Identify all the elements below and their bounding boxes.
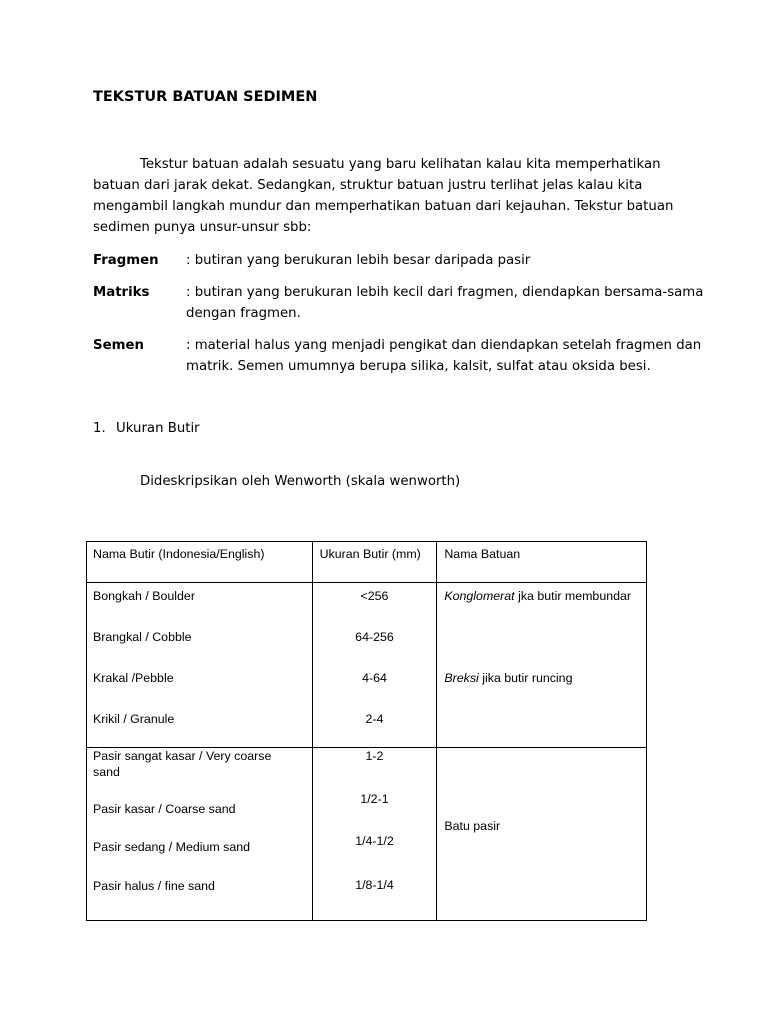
page-title: TEKSTUR BATUAN SEDIMEN (93, 89, 318, 105)
table-cell (437, 583, 647, 748)
table-cell (312, 583, 437, 748)
term-definition-matriks: : butiran yang berukuran lebih kecil dari fragmen, diendapkan bersama-sama (186, 285, 704, 300)
grain-size: 1/8-1/4 (355, 878, 394, 892)
section-heading (93, 421, 200, 436)
term-definition-semen-cont: matrik. Semen umumnya berupa silika, kalsit, sulfat atau oksida besi. (186, 359, 651, 374)
table-cell (437, 748, 647, 921)
header-cell (312, 542, 437, 583)
grain-name: Pasir sedang / Medium sand (93, 840, 251, 854)
rock-name (444, 670, 572, 686)
grain-name: Bongkah / Boulder (93, 589, 195, 603)
rock-name-rest: jka butir membundar (514, 589, 632, 603)
description-text: Dideskripsikan oleh Wenworth (skala wenworth) (140, 474, 461, 489)
term-definition-matriks-cont: dengan fragmen. (186, 306, 301, 321)
section-title: Ukuran Butir (116, 421, 200, 436)
table-cell (312, 748, 437, 921)
table-cell (87, 583, 313, 748)
term-label-semen: Semen (93, 338, 144, 353)
section-number: 1. (93, 421, 106, 436)
header-cell (87, 542, 313, 583)
grain-size: 2-4 (365, 712, 384, 726)
intro-line: mengambil langkah mundur dan memperhatikan batuan dari kejauhan. Tekstur batuan (93, 199, 674, 214)
header-nama-butir: Nama Butir (Indonesia/English) (93, 547, 265, 561)
intro-line: Tekstur batuan adalah sesuatu yang baru kelihatan kalau kita memperhatikan (140, 157, 661, 172)
table-row (87, 748, 647, 921)
table-row (87, 583, 647, 748)
grain-name: Pasir halus / fine sand (93, 879, 215, 893)
grain-name-cont: sand (93, 765, 120, 779)
grain-size: 4-64 (362, 671, 387, 685)
grain-size: 1-2 (365, 749, 384, 763)
grain-name: Krikil / Granule (93, 712, 175, 726)
term-label-fragmen: Fragmen (93, 253, 159, 268)
rock-name-italic: Breksi (444, 671, 479, 685)
rock-name-rest: jika butir runcing (478, 671, 573, 685)
grain-size: 64-256 (355, 630, 394, 644)
table-cell (87, 748, 313, 921)
term-label-matriks: Matriks (93, 285, 150, 300)
wentworth-table (86, 541, 647, 921)
grain-size: 1/4-1/2 (355, 834, 394, 848)
grain-name: Brangkal / Cobble (93, 630, 192, 644)
grain-name: Pasir sangat kasar / Very coarse (93, 749, 272, 763)
header-nama-batuan: Nama Batuan (444, 547, 521, 561)
grain-size: 1/2-1 (360, 792, 389, 806)
table-header-row (87, 542, 647, 583)
term-definition-semen: : material halus yang menjadi pengikat dan diendapkan setelah fragmen dan (186, 338, 702, 353)
rock-name (444, 588, 631, 604)
intro-paragraph (93, 154, 674, 238)
intro-line: sedimen punya unsur-unsur sbb: (93, 220, 312, 235)
header-ukuran-butir: Ukuran Butir (mm) (319, 547, 421, 561)
grain-name: Pasir kasar / Coarse sand (93, 802, 236, 816)
term-definition-fragmen: : butiran yang berukuran lebih besar daripada pasir (186, 253, 531, 268)
header-cell (437, 542, 647, 583)
grain-name: Krakal /Pebble (93, 671, 174, 685)
rock-name-italic: Konglomerat (444, 589, 515, 603)
grain-size: <256 (360, 589, 389, 603)
intro-line: batuan dari jarak dekat. Sedangkan, struktur batuan justru terlihat jelas kalau kita (93, 178, 643, 193)
rock-name: Batu pasir (444, 819, 501, 833)
